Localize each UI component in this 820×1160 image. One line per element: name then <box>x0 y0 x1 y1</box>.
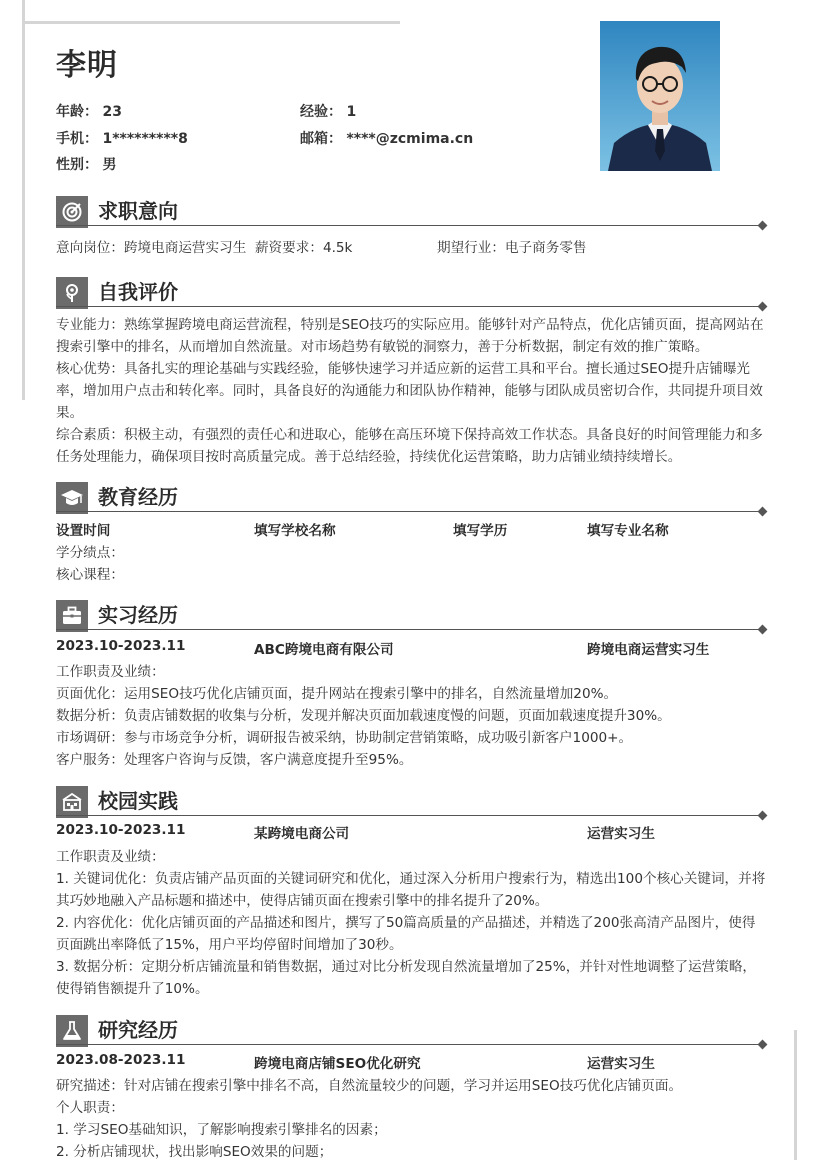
section-self-evaluation <box>56 277 766 309</box>
flask-icon <box>56 1015 88 1047</box>
research-line: 2. 分析店铺现状，找出影响SEO效果的问题； <box>56 1144 333 1160</box>
section-title: 求职意向 <box>98 199 178 223</box>
research-time: 2023.08-2023.11 <box>56 1052 186 1068</box>
section-title: 实习经历 <box>98 603 178 627</box>
research-row <box>56 1052 768 1074</box>
target-icon <box>56 196 88 228</box>
campus-item: 3. 数据分析：定期分析店铺流量和销售数据，通过对比分析发现自然流量增加了25%，并针对性地调整了运营策略，使得销售额提升了10%。 <box>56 959 757 997</box>
age-info: 年龄： 23 <box>56 104 122 120</box>
experience-info: 经验： 1 <box>300 104 357 120</box>
edu-degree: 填写学历 <box>453 523 508 539</box>
self-paragraph: 综合素质：积极主动，有强烈的责任心和进取心，能够在高压环境下保持高效工作状态。具备良好的时间管理能力和多任务处理能力，确保项目按时高质量完成。善于总结经验，持续优化运营策略，助力店铺业绩持续增长。 <box>56 427 763 465</box>
section-campus-practice <box>56 786 766 818</box>
internship-row <box>56 638 768 660</box>
section-internship <box>56 600 766 632</box>
research-project: 跨境电商店铺SEO优化研究 <box>254 1056 421 1072</box>
self-paragraph: 核心优势：具备扎实的理论基础与实践经验，能够快速学习并适应新的运营工具和平台。擅长通过SEO提升店铺曝光率，增加用户点击和转化率。同时，具备良好的沟通能力和团队协作精神，能够与团队成员密切合作，共同提升项目效果。 <box>56 361 763 421</box>
campus-item: 2. 内容优化：优化店铺页面的产品描述和图片，撰写了50篇高质量的产品描述，并精选了200张高清产品图片，使得页面跳出率降低了15%，用户平均停留时间增加了30秒。 <box>56 915 756 953</box>
intern-line: 客户服务：处理客户咨询与反馈，客户满意度提升至95%。 <box>56 752 413 768</box>
section-education <box>56 482 766 514</box>
self-paragraph: 专业能力：熟练掌握跨境电商运营流程，特别是SEO技巧的实际应用。能够针对产品特点，优化店铺页面，提高网站在搜索引擎中的排名，从而增加自然流量。对市场趋势有敏锐的洞察力，善于分析数据，制定有效的推广策略。 <box>56 317 764 355</box>
decor-right-line <box>794 1030 797 1160</box>
edu-school: 填写学校名称 <box>254 523 336 539</box>
intern-line: 数据分析：负责店铺数据的收集与分析，发现并解决页面加载速度慢的问题，页面加载速度提升30%。 <box>56 708 671 724</box>
campus-row <box>56 822 768 844</box>
self-evaluation-text <box>56 314 768 468</box>
section-title: 自我评价 <box>98 280 178 304</box>
campus-item: 1. 关键词优化：负责店铺产品页面的关键词研究和优化，通过深入分析用户搜索行为，精选出100个核心关键词，并将其巧妙地融入产品标题和描述中，使得店铺页面在搜索引擎中的排名提升了20%。 <box>56 871 766 909</box>
email-info: 邮箱： ****@zcmima.cn <box>300 131 474 147</box>
edu-gpa: 学分绩点： <box>56 545 124 561</box>
intern-line: 工作职责及业绩： <box>56 664 165 680</box>
job-intention-line: 意向岗位：跨境电商运营实习生 薪资要求：4.5k <box>56 240 353 256</box>
research-line: 1. 学习SEO基础知识，了解影响搜索引擎排名的因素； <box>56 1122 387 1138</box>
campus-company: 某跨境电商公司 <box>254 826 350 842</box>
intern-role: 跨境电商运营实习生 <box>587 642 710 658</box>
education-row <box>56 519 768 541</box>
research-line: 个人职责： <box>56 1100 124 1116</box>
job-industry-line: 期望行业：电子商务零售 <box>437 240 587 256</box>
briefcase-icon <box>56 600 88 632</box>
intern-company: ABC跨境电商有限公司 <box>254 642 394 658</box>
campus-intro: 工作职责及业绩： <box>56 849 165 865</box>
edu-time: 设置时间 <box>56 523 111 539</box>
research-line: 研究描述：针对店铺在搜索引擎中排名不高，自然流量较少的问题，学习并运用SEO技巧优化店铺页面。 <box>56 1078 683 1094</box>
decor-left-line <box>22 0 25 400</box>
section-title: 研究经历 <box>98 1018 178 1042</box>
edu-major: 填写专业名称 <box>587 523 669 539</box>
campus-role: 运营实习生 <box>587 826 655 842</box>
section-title: 教育经历 <box>98 485 178 509</box>
section-job-intention <box>56 196 766 228</box>
campus-time: 2023.10-2023.11 <box>56 822 186 838</box>
campus-items <box>56 868 768 1000</box>
candidate-name: 李明 <box>56 48 118 83</box>
decor-top-line <box>24 21 400 24</box>
edu-courses: 核心课程： <box>56 567 124 583</box>
section-title: 校园实践 <box>98 789 178 813</box>
research-role: 运营实习生 <box>587 1056 655 1072</box>
intern-time: 2023.10-2023.11 <box>56 638 186 654</box>
flower-icon <box>56 277 88 309</box>
graduation-cap-icon <box>56 482 88 514</box>
phone-info: 手机： 1*********8 <box>56 131 188 147</box>
gender-info: 性别： 男 <box>56 157 117 173</box>
section-research <box>56 1015 766 1047</box>
profile-photo <box>600 21 720 171</box>
building-icon <box>56 786 88 818</box>
intern-line: 市场调研：参与市场竞争分析，调研报告被采纳，协助制定营销策略，成功吸引新客户1000+。 <box>56 730 633 746</box>
intern-line: 页面优化：运用SEO技巧优化店铺页面，提升网站在搜索引擎中的排名，自然流量增加20%。 <box>56 686 618 702</box>
